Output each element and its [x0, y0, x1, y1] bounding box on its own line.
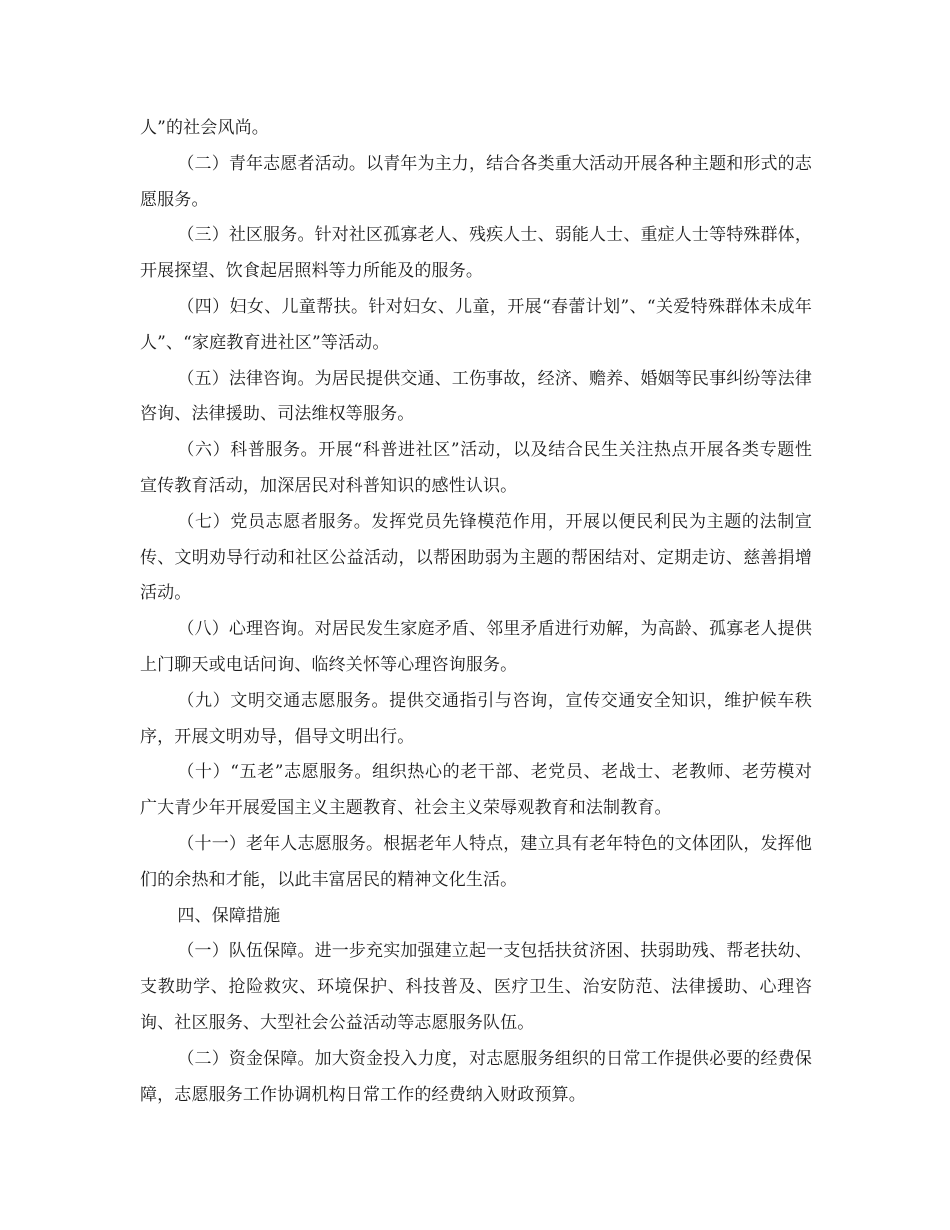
- paragraph-five-elders-service: （十）“五老”志愿服务。组织热心的老干部、老党员、老战士、老教师、老劳模对广大青少年开展爱国主义主题教育、社会主义荣辱观教育和法制教育。: [140, 762, 812, 819]
- paragraph-psychological-consultation: （八）心理咨询。对居民发生家庭矛盾、邻里矛盾进行劝解，为高龄、孤寡老人提供上门聊天或电话问询、临终关怀等心理咨询服务。: [140, 619, 812, 675]
- paragraph-women-children-aid: （四）妇女、儿童帮扶。针对妇女、儿童，开展“春蕾计划”、“关爱特殊群体未成年人”、“家庭教育进社区”等活动。: [140, 296, 812, 353]
- paragraph-continuation: 人”的社会风尚。: [140, 118, 269, 138]
- paragraph-senior-volunteers: （十一）老年人志愿服务。根据老年人特点，建立具有老年特色的文体团队，发挥他们的余热和才能，以此丰富居民的精神文化生活。: [140, 833, 812, 890]
- paragraph-legal-consultation: （五）法律咨询。为居民提供交通、工伤事故，经济、赡养、婚姻等民事纠纷等法律咨询、法律援助、司法维权等服务。: [140, 368, 812, 425]
- paragraph-funding-safeguard: （二）资金保障。加大资金投入力度，对志愿服务组织的日常工作提供必要的经费保障，志愿服务工作协调机构日常工作的经费纳入财政预算。: [140, 1048, 812, 1105]
- paragraph-team-safeguard: （一）队伍保障。进一步充实加强建立起一支包括扶贫济困、扶弱助残、帮老扶幼、支教助学、抢险救灾、环境保护、科技普及、医疗卫生、治安防范、法律援助、心理咨询、社区服务、大型社会公益活动等志愿服务队伍。: [140, 941, 812, 1033]
- paragraph-party-volunteers: （七）党员志愿者服务。发挥党员先锋模范作用，开展以便民利民为主题的法制宣传、文明劝导行动和社区公益活动，以帮困助弱为主题的帮困结对、定期走访、慈善捐增活动。: [140, 511, 812, 604]
- paragraph-science-popularization: （六）科普服务。开展“科普进社区”活动，以及结合民生关注热点开展各类专题性宣传教育活动，加深居民对科普知识的感性认识。: [140, 440, 812, 496]
- section-heading-safeguards: 四、保障措施: [177, 905, 281, 926]
- paragraph-youth-volunteers: （二）青年志愿者活动。以青年为主力，结合各类重大活动开展各种主题和形式的志愿服务。: [140, 153, 812, 210]
- paragraph-community-service: （三）社区服务。针对社区孤寡老人、残疾人士、弱能人士、重症人士等特殊群体，开展探望、饮食起居照料等力所能及的服务。: [140, 225, 812, 282]
- document-body: [140, 111, 812, 1113]
- paragraph-traffic-volunteers: （九）文明交通志愿服务。提供交通指引与咨询，宣传交通安全知识，维护候车秩序，开展文明劝导，倡导文明出行。: [140, 690, 812, 747]
